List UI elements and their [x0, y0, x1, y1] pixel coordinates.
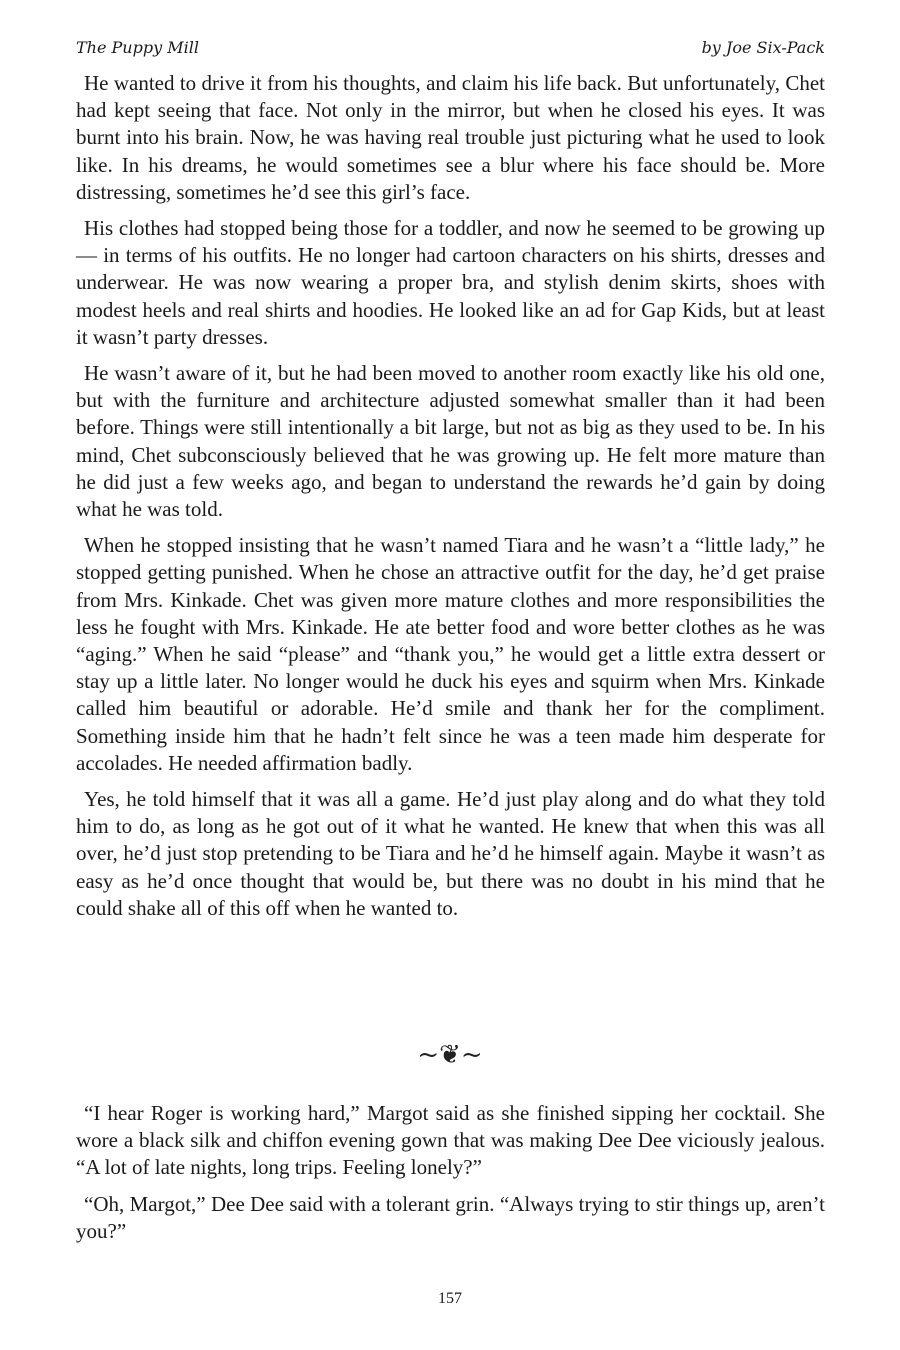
book-title: The Puppy Mill — [76, 38, 199, 57]
author-name: by Joe Six-Pack — [701, 38, 825, 57]
section-break-ornament: ~❦~ — [417, 1040, 483, 1070]
paragraph: Yes, he told himself that it was all a game. He’d just play along and do what they told him to do, as long as he got out of it what he wanted. He knew that when this was all over, he’d just stop pretending to be Tiara and he’d he himself again. Maybe it wasn’t as easy as he’d once thought that would be, but there was no doubt in his mind that he could shake all of this off when he wanted to. — [76, 787, 825, 920]
paragraph: He wasn’t aware of it, but he had been moved to another room exactly like his old one, but with the furniture and architecture adjusted somewhat smaller than it had been before. Things were still intentionally a bit large, but not as big as they used to be. In his mind, Chet subconsciously believed that he was growing up. He felt more mature than he did just a few weeks ago, and began to understand the rewards he’d gain by doing what he was told. — [76, 361, 825, 522]
paragraph: He wanted to drive it from his thoughts, and claim his life back. But unfortunately, Chet had kept seeing that face. Not only in the mirror, but when he closed his eyes. It was burnt into his brain. Now, he was having real trouble just picturing what he used to look like. In his dreams, he would sometimes see a blur where his face should be. More distressing, sometimes he’d see this girl’s face. — [76, 71, 825, 204]
page-number: 157 — [438, 1290, 462, 1307]
paragraph: His clothes had stopped being those for a toddler, and now he seemed to be growing up — in terms of his outfits. He no longer had cartoon characters on his shirts, dresses and underwear. He was now wearing a proper bra, and stylish denim skirts, shoes with modest heels and real shirts and hoodies. He looked like an ad for Gap Kids, but at least it wasn’t party dresses. — [76, 216, 825, 349]
main-text-continued — [76, 1100, 825, 1254]
paragraph: When he stopped insisting that he wasn’t named Tiara and he wasn’t a “little lady,” he stopped getting punished. When he chose an attractive outfit for the day, he’d get praise from Mrs. Kinkade. Chet was given more mature clothes and more responsibilities the less he fought with Mrs. Kinkade. He ate better food and wore better clothes as he was “aging.” When he said “please” and “thank you,” he would get a little extra dessert or stay up a little later. No longer would he duck his eyes and squirm when Mrs. Kinkade called him beautiful or adorable. He’d smile and thank her for the compliment. Something inside him that he hadn’t felt since he was a teen made him desperate for accolades. He needed affirmation badly. — [76, 533, 825, 775]
main-text — [76, 70, 825, 931]
paragraph: “Oh, Margot,” Dee Dee said with a tolerant grin. “Always trying to stir things up, aren’t you?” — [76, 1191, 825, 1243]
paragraph: “I hear Roger is working hard,” Margot said as she finished sipping her cocktail. She wore a black silk and chiffon evening gown that was making Dee Dee viciously jealous. “A lot of late nights, long trips. Feeling lonely?” — [76, 1101, 825, 1180]
